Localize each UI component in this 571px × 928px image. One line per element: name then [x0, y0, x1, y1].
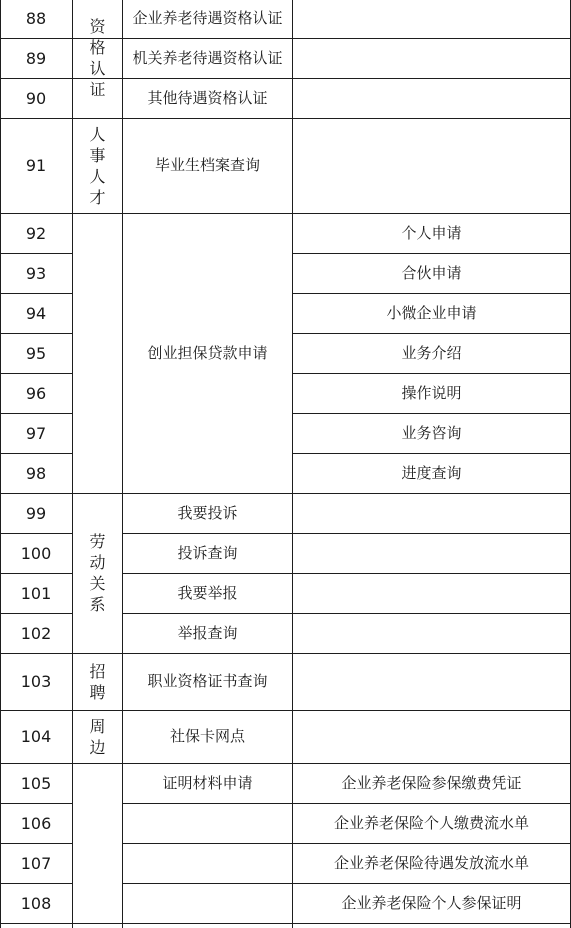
service-item: 举报查询	[177, 623, 238, 642]
row-number: 98	[25, 463, 47, 483]
category-char: 才	[89, 187, 106, 207]
sub-item: 个人申请	[401, 223, 462, 242]
category-char: 人	[89, 124, 106, 144]
category-char: 证	[89, 80, 106, 99]
category-char: 格	[89, 38, 106, 57]
category-nearby	[73, 710, 122, 763]
category-char: 劳	[89, 532, 106, 551]
row-number: 89	[25, 48, 47, 68]
sub-item: 合伙申请	[401, 263, 462, 282]
row-number: 95	[25, 343, 47, 363]
category-char: 招	[89, 661, 106, 681]
row-number: 92	[25, 223, 47, 243]
sub-item: 小微企业申请	[386, 303, 477, 322]
category-char: 认	[89, 59, 106, 78]
row-number: 88	[25, 8, 47, 28]
row-number: 94	[25, 303, 47, 323]
row-number: 107	[20, 853, 52, 873]
row-number: 105	[20, 773, 52, 793]
sub-item: 企业养老保险参保缴费凭证	[341, 773, 522, 792]
service-item: 我要举报	[177, 583, 238, 602]
row-number: 108	[20, 893, 52, 913]
sub-item: 企业养老保险待遇发放流水单	[333, 853, 529, 872]
category-char: 资	[89, 17, 106, 36]
row-number: 100	[20, 543, 52, 563]
sub-item: 进度查询	[401, 463, 462, 482]
service-item: 社保卡网点	[169, 727, 245, 745]
category-char: 人	[89, 166, 106, 186]
service-item: 我要投诉	[177, 503, 238, 522]
row-number: 101	[20, 583, 52, 603]
row-number: 106	[20, 813, 52, 833]
sub-item: 操作说明	[401, 383, 462, 402]
service-item: 投诉查询	[177, 543, 238, 562]
service-item: 机关养老待遇资格认证	[132, 48, 283, 67]
sub-item: 企业养老保险个人参保证明	[341, 893, 522, 912]
category-personnel	[73, 118, 122, 213]
category-char: 动	[89, 553, 106, 572]
category-char: 周	[89, 716, 106, 736]
row-number: 102	[20, 623, 52, 643]
sub-item: 企业养老保险个人缴费流水单	[333, 813, 529, 832]
category-qualification	[73, 0, 122, 118]
row-number: 99	[25, 503, 47, 523]
row-number: 104	[20, 727, 52, 746]
row-number: 97	[25, 423, 47, 443]
service-item: 毕业生档案查询	[154, 156, 260, 174]
service-item: 证明材料申请	[162, 773, 253, 792]
row-number: 103	[20, 672, 52, 691]
row-number: 93	[25, 263, 47, 283]
service-item: 其他待遇资格认证	[147, 88, 268, 107]
category-char: 事	[89, 145, 106, 165]
row-number: 90	[25, 88, 47, 108]
row-divider	[0, 923, 571, 924]
category-char: 系	[89, 595, 106, 614]
sub-item: 业务咨询	[401, 423, 462, 442]
service-item: 创业担保贷款申请	[147, 343, 268, 362]
category-char: 边	[89, 737, 106, 757]
row-number: 91	[25, 156, 47, 175]
row-number: 96	[25, 383, 47, 403]
service-item: 职业资格证书查询	[147, 672, 268, 690]
category-char: 聘	[89, 682, 106, 702]
service-item: 企业养老待遇资格认证	[132, 8, 283, 27]
category-char: 关	[89, 574, 106, 593]
sub-item: 业务介绍	[401, 343, 462, 362]
category-labor-relations	[73, 493, 122, 653]
category-recruitment	[73, 653, 122, 710]
